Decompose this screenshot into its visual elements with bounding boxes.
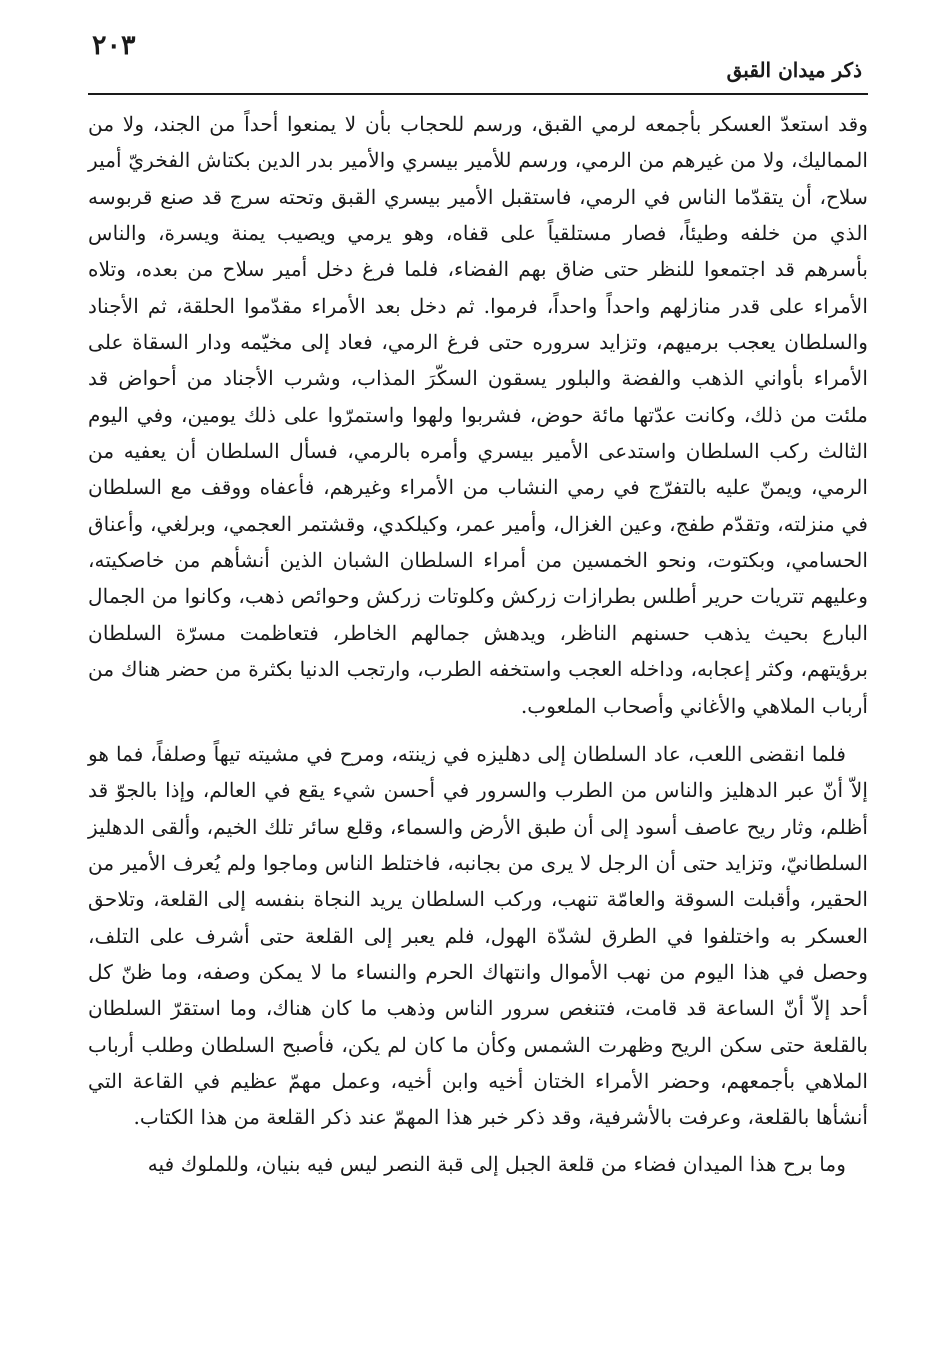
paragraph-2: فلما انقضى اللعب، عاد السلطان إلى دهليزه في زينته، ومرح في مشيته تيهاً وصلفاً، فما هو إلاّ أنّ عبر الدهليز والناس من الطرب والسرور في أحسن شيء يقع في العالم، وإذا بالجوّ قد أظلم، وثار ريح عاصف أسود إلى أن طبق الأرض والسماء، وقلع سائر تلك الخيم، وألقى الدهليز السلطانيّ، وتزايد حتى أن الرجل لا يرى من بجانبه، فاختلط الناس وماجوا ولم يُعرف الأمير من الحقير، وأقبلت السوقة والعامّة تنهب، وركب السلطان يريد النجاة بنفسه إلى القلعة، وتلاحق العسكر به واختلفوا في الطرق لشدّة الهول، فلم يعبر إلى القلعة حتى أشرف على التلف، وحصل في هذا اليوم من نهب الأموال وانتهاك الحرم والنساء ما لا يمكن وصفه، وما ظنّ كل أحد إلاّ أنّ الساعة قد قامت، فتنغص سرور الناس وذهب ما كان هناك، وما استقرّ السلطان بالقلعة حتى سكن الريح وظهرت الشمس وكأن ما كان لم يكن، فأصبح السلطان وطلب أرباب الملاهي بأجمعهم، وحضر الأمراء الختان أخيه وابن أخيه، وعمل مهمّ عظيم في القاعة التي أنشأها بالقلعة، وعرفت بالأشرفية، وقد ذكر خبر هذا المهمّ عند ذكر القلعة من هذا الكتاب. xyxy=(88,741,868,1130)
book-page xyxy=(88,30,868,1340)
running-head xyxy=(88,30,868,98)
chapter-title: ذكر ميدان القبق xyxy=(726,58,862,82)
paragraph-3: وما برح هذا الميدان فضاء من قلعة الجبل إلى قبة النصر ليس فيه بنيان، وللملوك فيه xyxy=(147,1151,846,1176)
header-rule xyxy=(88,93,868,95)
paragraph-1: وقد استعدّ العسكر بأجمعه لرمي القبق، ورسم للحجاب بأن لا يمنعوا أحداً من الجند، ولا من المماليك، ولا من غيرهم من الرمي، ورسم للأمير بيسري والأمير بدر الدين بكتاش الفخريّ أمير سلاح، أن يتقدّما الناس في الرمي، فاستقبل الأمير بيسري القبق وتحته سرج قد صنع قربوسه الذي من خلفه وطيئاً، فصار مستلقياً على قفاه، وهو يرمي ويصيب يمنة ويسرة، والناس بأسرهم قد اجتمعوا للنظر حتى ضاق بهم الفضاء، فلما فرغ دخل أمير سلاح من بعده، وتلاه الأمراء على قدر منازلهم واحداً واحداً، فرموا. ثم دخل بعد الأمراء مقدّموا الحلقة، ثم الأجناد والسلطان يعجب برميهم، وتزايد سروره حتى فرغ الرمي، فعاد إلى مخيّمه ودار السقاة على الأمراء بأواني الذهب والفضة والبلور يسقون السكّرَ المذاب، وشرب الأجناد من أحواض قد ملئت من ذلك، وكانت عدّتها مائة حوض، فشربوا ولهوا واستمرّوا على ذلك يومين، وفي اليوم الثالث ركب السلطان واستدعى الأمير بيسري وأمره بالرمي، فسأل السلطان أن يعفيه من الرمي، ويمنّ عليه بالتفرّج في رمي النشاب من الأمراء وغيرهم، فأعفاه ووقف مع السلطان في منزلته، وتقدّم طفج، وعين الغزال، وأمير عمر، وكيلكدي، وقشتمر العجمي، وبرلغي، وأعناق الحسامي، وبكتوت، ونحو الخمسين من أمراء السلطان الشبان الذين أنشأهم من خاصكيته، وعليهم تتريات حرير أطلس بطرازات زركش وكلوتات زركش وحوائص ذهب، وكانوا من الجمال البارع بحيث يذهب حسنهم الناظر، ويدهش جمالهم الخاطر، فتعاظمت مسرّة السلطان برؤيتهم، وكثر إعجابه، وداخله العجب واستخفه الطرب، وارتجب الدنيا بكثرة من حضر هناك من أرباب الملاهي والأغاني وأصحاب الملعوب. xyxy=(88,112,868,718)
page-number: ٢٠٣ xyxy=(92,30,136,61)
body-text xyxy=(88,106,868,1182)
